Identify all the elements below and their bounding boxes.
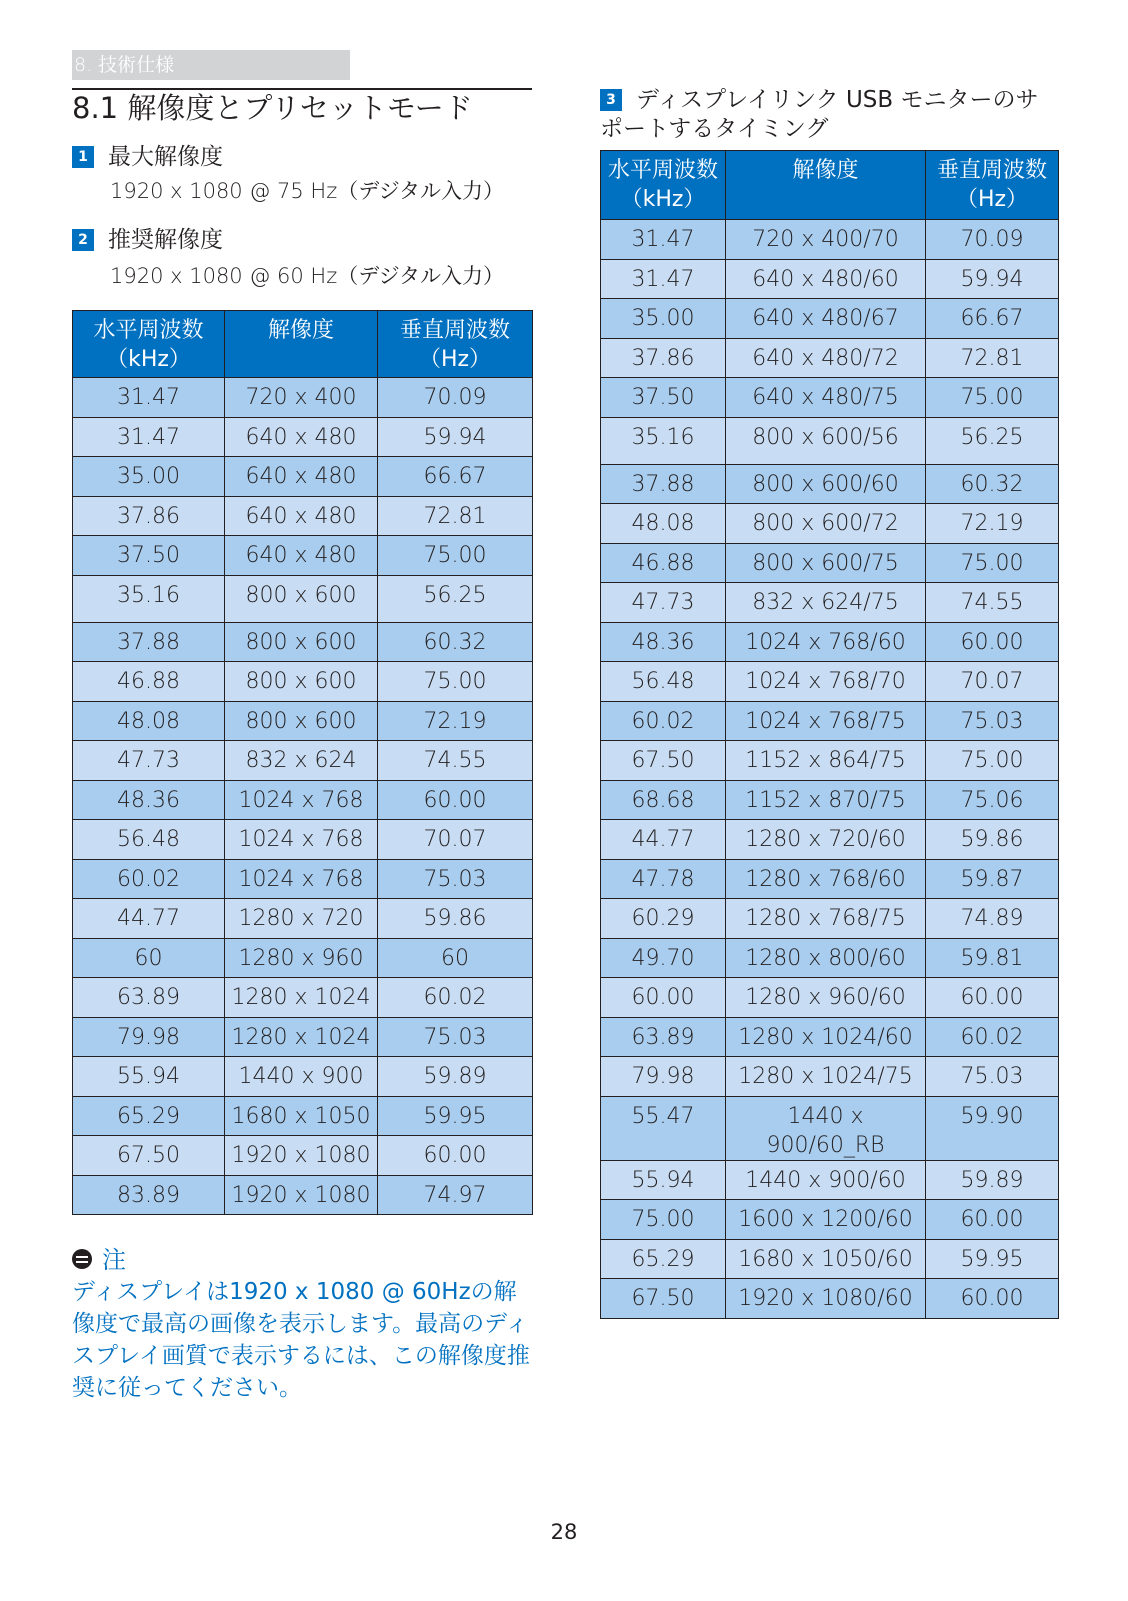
h-freq-cell: 35.16 xyxy=(73,575,225,622)
resolution-cell: 1920 x 1080/60 xyxy=(726,1279,926,1319)
column-header: 垂直周波数（Hz） xyxy=(378,311,533,378)
v-freq-cell: 59.86 xyxy=(378,899,533,939)
h-freq-cell: 60.00 xyxy=(601,978,726,1018)
table-row xyxy=(73,701,533,741)
h-freq-cell: 31.47 xyxy=(73,417,225,457)
v-freq-cell: 59.94 xyxy=(926,259,1059,299)
table-row xyxy=(601,543,1059,583)
resolution-cell: 640 x 480/72 xyxy=(726,338,926,378)
table-row xyxy=(601,299,1059,339)
table-row xyxy=(601,1017,1059,1057)
note-label: 注 xyxy=(102,1246,126,1274)
resolution-cell: 1280 x 1024/75 xyxy=(726,1057,926,1097)
h-freq-cell: 35.00 xyxy=(601,299,726,339)
h-freq-cell: 48.08 xyxy=(601,504,726,544)
h-freq-cell: 46.88 xyxy=(73,662,225,702)
v-freq-cell: 70.07 xyxy=(926,662,1059,702)
table-row xyxy=(601,1160,1059,1200)
table-row xyxy=(601,464,1059,504)
note-icon xyxy=(72,1249,92,1269)
h-freq-cell: 37.86 xyxy=(601,338,726,378)
resolution-cell: 832 x 624/75 xyxy=(726,583,926,623)
h-freq-cell: 56.48 xyxy=(73,820,225,860)
resolution-cell: 640 x 480 xyxy=(225,496,378,536)
table-row xyxy=(601,859,1059,899)
h-freq-cell: 60.29 xyxy=(601,899,726,939)
h-freq-cell: 48.08 xyxy=(73,701,225,741)
max-resolution-label: 最大解像度 xyxy=(108,144,223,170)
resolution-cell: 1280 x 960/60 xyxy=(726,978,926,1018)
table-row xyxy=(73,496,533,536)
table-row xyxy=(601,1057,1059,1097)
table-row xyxy=(601,417,1059,464)
h-freq-cell: 55.94 xyxy=(601,1160,726,1200)
h-freq-cell: 75.00 xyxy=(601,1200,726,1240)
table-row xyxy=(73,1175,533,1215)
v-freq-cell: 72.19 xyxy=(926,504,1059,544)
h-freq-cell: 67.50 xyxy=(601,1279,726,1319)
h-freq-cell: 60.02 xyxy=(73,859,225,899)
resolution-cell: 640 x 480/60 xyxy=(726,259,926,299)
table-row xyxy=(73,978,533,1018)
v-freq-cell: 59.90 xyxy=(926,1096,1059,1160)
resolution-cell: 1024 x 768 xyxy=(225,859,378,899)
v-freq-cell: 70.07 xyxy=(378,820,533,860)
resolution-cell: 720 x 400 xyxy=(225,378,378,418)
v-freq-cell: 59.94 xyxy=(378,417,533,457)
table-row xyxy=(73,662,533,702)
resolution-cell: 1024 x 768/60 xyxy=(726,622,926,662)
table-row xyxy=(601,741,1059,781)
v-freq-cell: 56.25 xyxy=(926,417,1059,464)
resolution-cell: 832 x 624 xyxy=(225,741,378,781)
table-row xyxy=(601,899,1059,939)
h-freq-cell: 37.88 xyxy=(73,622,225,662)
table-row xyxy=(73,378,533,418)
v-freq-cell: 59.86 xyxy=(926,820,1059,860)
table-row xyxy=(73,417,533,457)
table-row xyxy=(601,1279,1059,1319)
resolution-cell: 1440 x 900 xyxy=(225,1057,378,1097)
v-freq-cell: 75.03 xyxy=(926,1057,1059,1097)
v-freq-cell: 59.89 xyxy=(926,1160,1059,1200)
v-freq-cell: 75.06 xyxy=(926,780,1059,820)
table-row xyxy=(73,1136,533,1176)
h-freq-cell: 47.73 xyxy=(73,741,225,781)
v-freq-cell: 59.89 xyxy=(378,1057,533,1097)
h-freq-cell: 56.48 xyxy=(601,662,726,702)
table-row xyxy=(601,378,1059,418)
resolution-cell: 1280 x 720 xyxy=(225,899,378,939)
table-row xyxy=(601,622,1059,662)
resolution-cell: 1920 x 1080 xyxy=(225,1175,378,1215)
resolution-cell: 1920 x 1080 xyxy=(225,1136,378,1176)
usb-timing-heading xyxy=(600,86,1050,144)
table-row xyxy=(73,1017,533,1057)
max-resolution-heading xyxy=(72,142,223,172)
v-freq-cell: 60.00 xyxy=(926,1279,1059,1319)
max-resolution-value: 1920 x 1080 @ 75 Hz（デジタル入力） xyxy=(110,179,504,203)
resolution-cell: 1024 x 768 xyxy=(225,820,378,860)
h-freq-cell: 37.50 xyxy=(73,536,225,576)
resolution-cell: 1024 x 768/75 xyxy=(726,701,926,741)
v-freq-cell: 75.03 xyxy=(378,859,533,899)
resolution-cell: 640 x 480 xyxy=(225,417,378,457)
resolution-cell: 800 x 600/72 xyxy=(726,504,926,544)
resolution-cell: 1440 x 900/60_RB xyxy=(726,1096,926,1160)
v-freq-cell: 60.00 xyxy=(926,978,1059,1018)
resolution-cell: 1280 x 800/60 xyxy=(726,938,926,978)
v-freq-cell: 70.09 xyxy=(378,378,533,418)
column-header: 解像度 xyxy=(726,151,926,220)
h-freq-cell: 37.86 xyxy=(73,496,225,536)
h-freq-cell: 47.78 xyxy=(601,859,726,899)
h-freq-cell: 67.50 xyxy=(73,1136,225,1176)
resolution-cell: 1440 x 900/60 xyxy=(726,1160,926,1200)
resolution-cell: 640 x 480 xyxy=(225,536,378,576)
resolution-cell: 640 x 480/75 xyxy=(726,378,926,418)
usb-timing-label: ディスプレイリンク USB モニターのサポートするタイミング xyxy=(600,87,1039,142)
resolution-cell: 1280 x 1024/60 xyxy=(726,1017,926,1057)
resolution-cell: 800 x 600 xyxy=(225,622,378,662)
recommended-resolution-value: 1920 x 1080 @ 60 Hz（デジタル入力） xyxy=(110,264,504,288)
h-freq-cell: 60.02 xyxy=(601,701,726,741)
table-row xyxy=(601,662,1059,702)
table-row xyxy=(601,259,1059,299)
v-freq-cell: 70.09 xyxy=(926,220,1059,260)
h-freq-cell: 63.89 xyxy=(73,978,225,1018)
h-freq-cell: 35.00 xyxy=(73,457,225,497)
table-row xyxy=(601,938,1059,978)
item-number-badge: 1 xyxy=(72,146,94,168)
column-header: 水平周波数（kHz） xyxy=(73,311,225,378)
v-freq-cell: 59.87 xyxy=(926,859,1059,899)
h-freq-cell: 55.47 xyxy=(601,1096,726,1160)
preset-modes-table xyxy=(72,310,533,1215)
v-freq-cell: 72.19 xyxy=(378,701,533,741)
resolution-cell: 1024 x 768 xyxy=(225,780,378,820)
h-freq-cell: 55.94 xyxy=(73,1057,225,1097)
table-row xyxy=(601,220,1059,260)
v-freq-cell: 75.03 xyxy=(926,701,1059,741)
resolution-cell: 640 x 480 xyxy=(225,457,378,497)
h-freq-cell: 83.89 xyxy=(73,1175,225,1215)
h-freq-cell: 65.29 xyxy=(601,1239,726,1279)
v-freq-cell: 74.97 xyxy=(378,1175,533,1215)
h-freq-cell: 79.98 xyxy=(73,1017,225,1057)
section-title: 8.1 解像度とプリセットモード xyxy=(72,91,473,125)
table-row xyxy=(73,622,533,662)
table-row xyxy=(73,536,533,576)
resolution-cell: 1280 x 1024 xyxy=(225,978,378,1018)
v-freq-cell: 66.67 xyxy=(926,299,1059,339)
table-row xyxy=(73,938,533,978)
table-row xyxy=(601,583,1059,623)
h-freq-cell: 31.47 xyxy=(601,220,726,260)
chapter-tab: 8. 技術仕様 xyxy=(72,50,350,80)
table-row xyxy=(73,859,533,899)
resolution-cell: 800 x 600 xyxy=(225,701,378,741)
h-freq-cell: 37.88 xyxy=(601,464,726,504)
resolution-cell: 1680 x 1050 xyxy=(225,1096,378,1136)
v-freq-cell: 59.95 xyxy=(926,1239,1059,1279)
h-freq-cell: 48.36 xyxy=(601,622,726,662)
usb-timing-table xyxy=(600,150,1059,1319)
table-row xyxy=(73,820,533,860)
v-freq-cell: 60.02 xyxy=(926,1017,1059,1057)
v-freq-cell: 75.00 xyxy=(926,741,1059,781)
table-row xyxy=(601,780,1059,820)
resolution-cell: 800 x 600 xyxy=(225,575,378,622)
table-row xyxy=(601,978,1059,1018)
resolution-cell: 1152 x 864/75 xyxy=(726,741,926,781)
h-freq-cell: 68.68 xyxy=(601,780,726,820)
h-freq-cell: 48.36 xyxy=(73,780,225,820)
recommended-resolution-label: 推奨解像度 xyxy=(108,227,223,253)
table-row xyxy=(73,1096,533,1136)
v-freq-cell: 60.32 xyxy=(378,622,533,662)
v-freq-cell: 60.00 xyxy=(378,780,533,820)
h-freq-cell: 31.47 xyxy=(73,378,225,418)
table-row xyxy=(73,1057,533,1097)
v-freq-cell: 59.95 xyxy=(378,1096,533,1136)
table-row xyxy=(73,575,533,622)
column-header: 解像度 xyxy=(225,311,378,378)
h-freq-cell: 67.50 xyxy=(601,741,726,781)
v-freq-cell: 74.89 xyxy=(926,899,1059,939)
v-freq-cell: 60.00 xyxy=(378,1136,533,1176)
v-freq-cell: 60.02 xyxy=(378,978,533,1018)
note-heading xyxy=(72,1245,126,1275)
table-row xyxy=(601,338,1059,378)
v-freq-cell: 60.00 xyxy=(926,1200,1059,1240)
resolution-cell: 800 x 600/75 xyxy=(726,543,926,583)
h-freq-cell: 35.16 xyxy=(601,417,726,464)
h-freq-cell: 60 xyxy=(73,938,225,978)
v-freq-cell: 60.32 xyxy=(926,464,1059,504)
item-number-badge: 3 xyxy=(600,89,622,111)
resolution-cell: 1680 x 1050/60 xyxy=(726,1239,926,1279)
resolution-cell: 1280 x 1024 xyxy=(225,1017,378,1057)
resolution-cell: 800 x 600/60 xyxy=(726,464,926,504)
table-row xyxy=(73,899,533,939)
page-number: 28 xyxy=(550,1520,578,1544)
v-freq-cell: 75.00 xyxy=(378,536,533,576)
h-freq-cell: 46.88 xyxy=(601,543,726,583)
table-row xyxy=(601,1200,1059,1240)
resolution-cell: 800 x 600/56 xyxy=(726,417,926,464)
h-freq-cell: 65.29 xyxy=(73,1096,225,1136)
v-freq-cell: 75.00 xyxy=(926,378,1059,418)
table-row xyxy=(601,701,1059,741)
resolution-cell: 800 x 600 xyxy=(225,662,378,702)
v-freq-cell: 72.81 xyxy=(926,338,1059,378)
v-freq-cell: 75.00 xyxy=(378,662,533,702)
h-freq-cell: 63.89 xyxy=(601,1017,726,1057)
resolution-cell: 1024 x 768/70 xyxy=(726,662,926,702)
column-header: 水平周波数（kHz） xyxy=(601,151,726,220)
v-freq-cell: 60.00 xyxy=(926,622,1059,662)
resolution-cell: 720 x 400/70 xyxy=(726,220,926,260)
h-freq-cell: 79.98 xyxy=(601,1057,726,1097)
recommended-resolution-heading xyxy=(72,225,223,255)
table-row xyxy=(601,1096,1059,1160)
resolution-cell: 1280 x 720/60 xyxy=(726,820,926,860)
resolution-cell: 1600 x 1200/60 xyxy=(726,1200,926,1240)
table-row xyxy=(73,741,533,781)
column-header: 垂直周波数（Hz） xyxy=(926,151,1059,220)
note-text: ディスプレイは1920 x 1080 @ 60Hzの解像度で最高の画像を表示します。最高のディスプレイ画質で表示するには、この解像度推奨に従ってください。 xyxy=(72,1279,530,1401)
v-freq-cell: 56.25 xyxy=(378,575,533,622)
v-freq-cell: 72.81 xyxy=(378,496,533,536)
table-row xyxy=(73,780,533,820)
table-row xyxy=(601,820,1059,860)
item-number-badge: 2 xyxy=(72,229,94,251)
table-row xyxy=(73,457,533,497)
v-freq-cell: 60 xyxy=(378,938,533,978)
h-freq-cell: 31.47 xyxy=(601,259,726,299)
v-freq-cell: 74.55 xyxy=(926,583,1059,623)
table-row xyxy=(601,1239,1059,1279)
v-freq-cell: 66.67 xyxy=(378,457,533,497)
h-freq-cell: 44.77 xyxy=(601,820,726,860)
table-row xyxy=(601,504,1059,544)
v-freq-cell: 59.81 xyxy=(926,938,1059,978)
h-freq-cell: 47.73 xyxy=(601,583,726,623)
v-freq-cell: 75.00 xyxy=(926,543,1059,583)
v-freq-cell: 74.55 xyxy=(378,741,533,781)
h-freq-cell: 44.77 xyxy=(73,899,225,939)
resolution-cell: 1280 x 768/60 xyxy=(726,859,926,899)
resolution-cell: 1280 x 768/75 xyxy=(726,899,926,939)
resolution-cell: 640 x 480/67 xyxy=(726,299,926,339)
resolution-cell: 1152 x 870/75 xyxy=(726,780,926,820)
resolution-cell: 1280 x 960 xyxy=(225,938,378,978)
h-freq-cell: 49.70 xyxy=(601,938,726,978)
h-freq-cell: 37.50 xyxy=(601,378,726,418)
v-freq-cell: 75.03 xyxy=(378,1017,533,1057)
